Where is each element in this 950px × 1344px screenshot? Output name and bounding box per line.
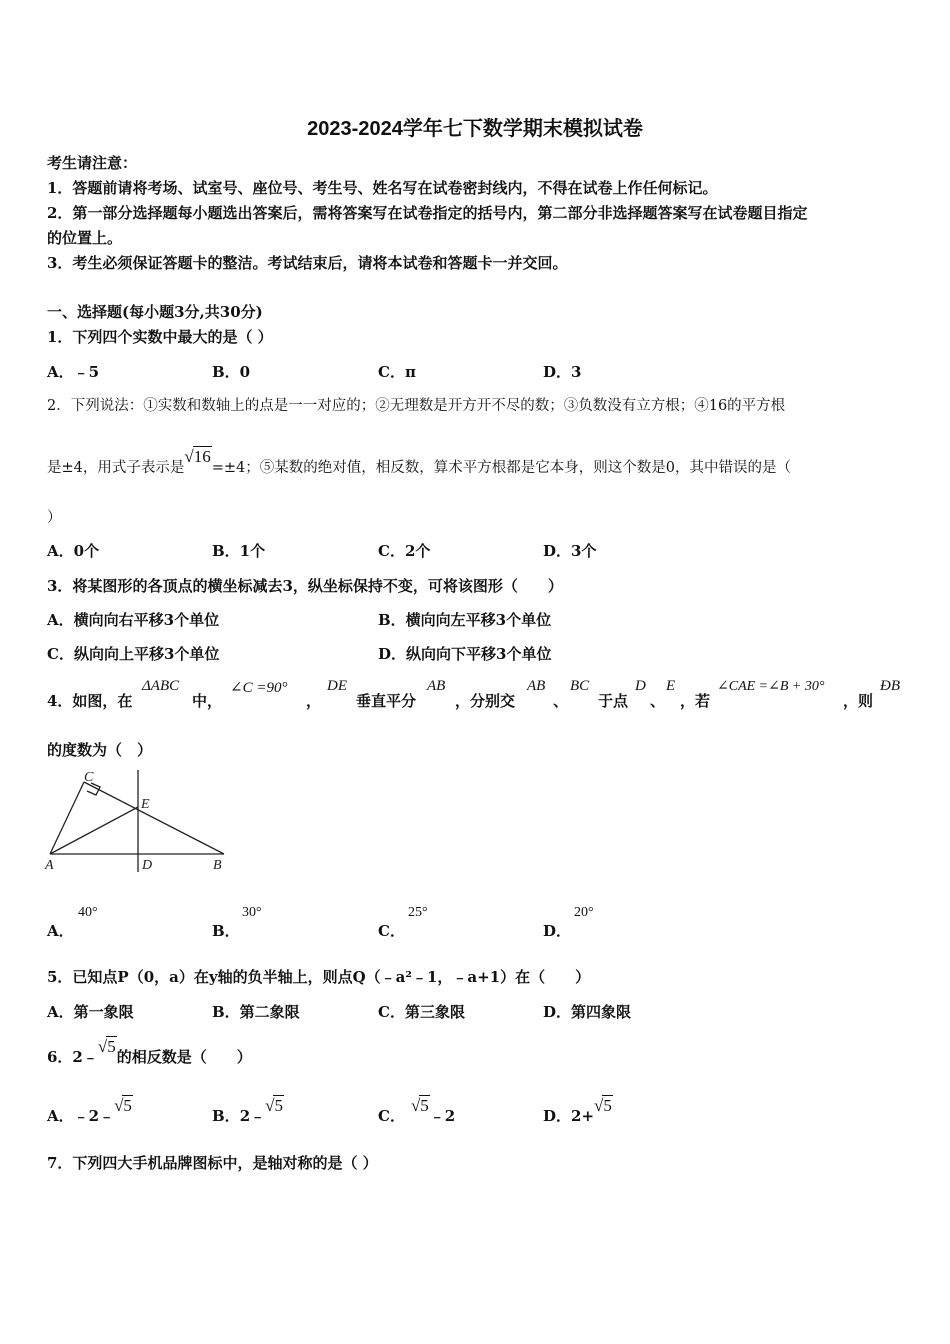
q6-option-a-letter: A． bbox=[47, 1107, 74, 1125]
q4-condition: ∠CAE =∠B + 30° bbox=[717, 679, 825, 694]
q3-option-a: A．横向向右平移3个单位 bbox=[47, 611, 220, 629]
q4-option-d-value: 20° bbox=[574, 905, 594, 920]
q6-stem-a: 6．2﹣ bbox=[47, 1048, 98, 1066]
label-a: A bbox=[45, 858, 54, 873]
q3-option-c: C．纵向向上平移3个单位 bbox=[47, 645, 220, 663]
q4-point-e: E bbox=[666, 678, 676, 694]
q4-ab-1: AB bbox=[427, 678, 446, 694]
q5-option-b: B．第二象限 bbox=[212, 1003, 300, 1021]
q2-radicand: 16 bbox=[193, 447, 211, 466]
q6-option-c-letter: C． bbox=[378, 1107, 405, 1125]
q4-bc: BC bbox=[570, 678, 590, 694]
q2-option-d: D．3个 bbox=[543, 542, 597, 560]
label-e: E bbox=[141, 797, 150, 812]
section-heading: 一、选择题(每小题3分,共30分) bbox=[47, 303, 263, 321]
q4-p2: 中， bbox=[192, 692, 223, 710]
q5-option-c: C．第三象限 bbox=[378, 1003, 465, 1021]
q4-line2: 的度数为（ ） bbox=[47, 741, 153, 759]
sqrt-symbol: √5 bbox=[410, 1096, 429, 1115]
sqrt-symbol: √16 bbox=[184, 447, 211, 466]
q1-stem: 1．下列四个实数中最大的是（ ） bbox=[47, 328, 273, 346]
q1-option-c: C．π bbox=[378, 363, 416, 381]
q6-option-d-letter: D． bbox=[543, 1107, 572, 1125]
q4-p4: 垂直平分 bbox=[356, 692, 417, 710]
q2-option-c: C．2个 bbox=[378, 542, 431, 560]
notice-heading: 考生请注意： bbox=[47, 154, 138, 172]
q2-line2-a: 是±4，用式子表示是 bbox=[47, 460, 185, 476]
q4-option-a-value: 40° bbox=[78, 905, 98, 920]
notice-item-3: 3．考生必须保证答题卡的整洁。考试结束后，请将本试卷和答题卡一并交回。 bbox=[47, 254, 568, 272]
q4-ab-2: AB bbox=[527, 678, 546, 694]
q4-option-c-value: 25° bbox=[408, 905, 428, 920]
notice-item-2: 2．第一部分选择题每小题选出答案后，需将答案写在试卷指定的括号内，第二部分非选择题答案写在试卷题目指定 bbox=[47, 204, 808, 222]
q4-p3: ， bbox=[306, 692, 322, 710]
q6-radicand: 5 bbox=[107, 1037, 116, 1056]
page-title: 2023-2024学年七下数学期末模拟试卷 bbox=[307, 118, 643, 140]
edge-ac bbox=[50, 782, 84, 854]
q4-figure bbox=[40, 765, 240, 880]
q6-option-d-pre: 2+ bbox=[571, 1107, 595, 1125]
label-b: B bbox=[213, 858, 222, 873]
q3-stem: 3．将某图形的各顶点的横坐标减去3，纵坐标保持不变，可将该图形（ ） bbox=[47, 577, 563, 595]
q4-angle-c: ∠C =90° bbox=[230, 680, 288, 696]
q5-stem: 5．已知点P（0，a）在y轴的负半轴上，则点Q（﹣a²﹣1，﹣a+1）在（ ） bbox=[47, 968, 591, 986]
q4-p6: 、 bbox=[553, 692, 569, 710]
q4-p9: ，若 bbox=[680, 692, 711, 710]
label-d: D bbox=[142, 858, 153, 873]
q2-option-a: A．0个 bbox=[47, 542, 100, 560]
q4-de: DE bbox=[327, 678, 347, 694]
q2-option-b: B．1个 bbox=[212, 542, 266, 560]
label-c: C bbox=[84, 770, 94, 785]
q4-triangle-abc: ΔABC bbox=[142, 678, 180, 694]
q6-option-c-post: ﹣2 bbox=[429, 1107, 456, 1125]
q6-option-a bbox=[47, 1096, 133, 1126]
notice-item-2-cont: 的位置上。 bbox=[47, 229, 123, 247]
q6-option-b bbox=[212, 1096, 284, 1126]
q3-option-d: D．纵向向下平移3个单位 bbox=[378, 645, 552, 663]
edge-cb bbox=[84, 782, 224, 854]
q1-option-a: A．﹣5 bbox=[47, 363, 100, 381]
q2-line2-b: =±4；⑤某数的绝对值，相反数，算术平方根都是它本身，则这个数是0，其中错误的是（ bbox=[211, 460, 791, 476]
q6-option-d-rad: 5 bbox=[603, 1096, 612, 1115]
q4-p10: ，则 bbox=[843, 692, 874, 710]
q6-option-a-pre: ﹣2﹣ bbox=[73, 1107, 115, 1125]
q7-stem: 7．下列四大手机品牌图标中，是轴对称的是（ ） bbox=[47, 1154, 378, 1172]
q6-option-b-letter: B． bbox=[212, 1107, 240, 1125]
q4-p8: 、 bbox=[650, 692, 666, 710]
sqrt-symbol: √5 bbox=[265, 1096, 283, 1115]
q6-option-c-rad: 5 bbox=[420, 1096, 429, 1115]
q6-stem-b: 的相反数是（ ） bbox=[116, 1048, 252, 1066]
q4-option-b-letter: B． bbox=[212, 922, 240, 940]
q6-option-c bbox=[378, 1096, 456, 1126]
q6-option-b-rad: 5 bbox=[274, 1096, 283, 1115]
q6-option-b-pre: 2﹣ bbox=[239, 1107, 266, 1125]
q6-option-d bbox=[543, 1096, 613, 1126]
q4-option-c-letter: C． bbox=[378, 922, 405, 940]
sqrt-symbol: √5 bbox=[114, 1096, 132, 1115]
q2-line2 bbox=[47, 447, 791, 477]
q4-angle-b: ÐB bbox=[880, 678, 900, 694]
q4-p1: 4．如图，在 bbox=[47, 692, 133, 710]
notice-item-1: 1．答题前请将考场、试室号、座位号、考生号、姓名写在试卷密封线内，不得在试卷上作任何标记。 bbox=[47, 179, 718, 197]
q5-option-d: D．第四象限 bbox=[543, 1003, 632, 1021]
q6-stem bbox=[47, 1037, 252, 1067]
q4-p5: ，分别交 bbox=[455, 692, 516, 710]
q4-point-d: D bbox=[635, 678, 646, 694]
q1-option-b: B．0 bbox=[212, 363, 251, 381]
q4-option-b-value: 30° bbox=[242, 905, 262, 920]
sqrt-symbol: √5 bbox=[97, 1037, 116, 1056]
q4-p7: 于点 bbox=[598, 692, 629, 710]
q4-option-a-letter: A． bbox=[47, 922, 74, 940]
q1-option-d: D．3 bbox=[543, 363, 582, 381]
q2-line1: 2．下列说法：①实数和数轴上的点是一一对应的；②无理数是开方开不尽的数；③负数没有立方根；④16的平方根 bbox=[47, 398, 786, 414]
q5-option-a: A．第一象限 bbox=[47, 1003, 134, 1021]
q2-line3: ） bbox=[47, 510, 62, 526]
q6-option-a-rad: 5 bbox=[123, 1096, 132, 1115]
q4-option-d-letter: D． bbox=[543, 922, 572, 940]
sqrt-symbol: √5 bbox=[594, 1096, 612, 1115]
segment-ae bbox=[50, 807, 138, 854]
q3-option-b: B．横向向左平移3个单位 bbox=[378, 611, 552, 629]
